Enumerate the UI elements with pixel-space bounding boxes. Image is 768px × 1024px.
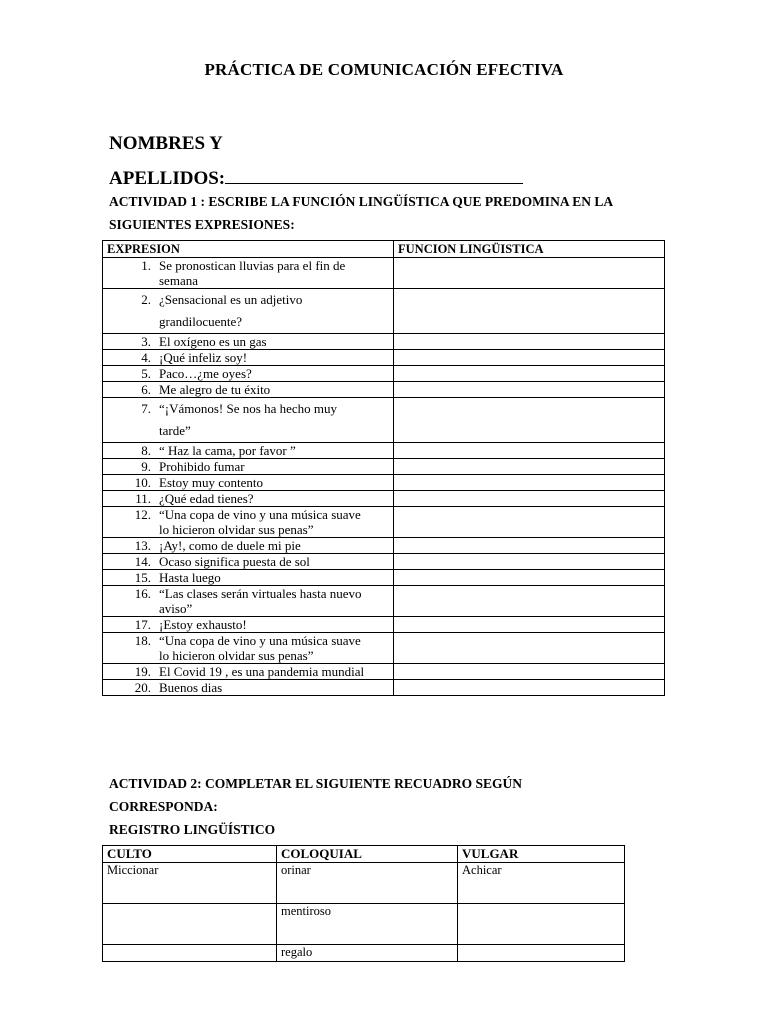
answer-cell[interactable] (394, 633, 665, 664)
table-row (103, 633, 665, 664)
expression-text (159, 491, 389, 506)
document-title: PRÁCTICA DE COMUNICACIÓN EFECTIVA (204, 60, 564, 79)
expression-line: Paco…¿me oyes? (159, 366, 252, 381)
expression-text (159, 398, 389, 442)
answer-cell[interactable] (394, 680, 665, 696)
expression-text (159, 538, 389, 553)
activity2-table (102, 845, 625, 962)
table-row (103, 680, 665, 696)
activity1-line1: ACTIVIDAD 1 : ESCRIBE LA FUNCIÓN LINGÜÍSTICA QUE PREDOMINA EN LA (109, 194, 614, 209)
answer-cell[interactable] (394, 334, 665, 350)
item-number: 19. (134, 664, 151, 679)
item-number: 8. (141, 443, 151, 458)
activity1-line2: SIGUIENTES EXPRESIONES: (109, 217, 295, 232)
answer-cell[interactable] (394, 664, 665, 680)
expression-text (159, 366, 389, 381)
activity1-table (102, 240, 665, 696)
expression-line: ¡Estoy exhausto! (159, 617, 247, 632)
answer-cell[interactable] (394, 382, 665, 398)
expression-cell (103, 633, 394, 664)
table-row (103, 366, 665, 382)
table-row (103, 617, 665, 633)
coloquial-cell: orinar (277, 863, 458, 904)
expression-text (159, 586, 389, 616)
item-number: 1. (141, 258, 151, 273)
header-funcion: FUNCION LINGÜISTICA (394, 241, 665, 258)
answer-cell[interactable] (394, 398, 665, 443)
table-row (103, 443, 665, 459)
item-number: 20. (134, 680, 151, 695)
table-row (103, 350, 665, 366)
expression-cell (103, 617, 394, 633)
activity2-line1: ACTIVIDAD 2: COMPLETAR EL SIGUIENTE RECUADRO SEGÚN (109, 776, 523, 791)
expression-line: Se pronostican lluvias para el fin de (159, 258, 346, 273)
coloquial-cell: mentiroso (277, 904, 458, 945)
expression-line: El oxígeno es un gas (159, 334, 267, 349)
header-vulgar: VULGAR (458, 846, 625, 863)
answer-cell[interactable] (394, 570, 665, 586)
expression-line-continued: lo hicieron olvidar sus penas” (159, 648, 314, 663)
expression-text (159, 382, 389, 397)
activity2-instructions (109, 772, 669, 841)
names-label-line1: NOMBRES Y (109, 133, 223, 154)
activity2-line2: CORRESPONDA: (109, 799, 218, 814)
item-number: 17. (134, 617, 151, 632)
item-number: 9. (141, 459, 151, 474)
answer-cell[interactable] (394, 586, 665, 617)
answer-cell[interactable] (394, 258, 665, 289)
culto-cell[interactable] (103, 945, 277, 962)
expression-cell (103, 491, 394, 507)
activity1-instructions (109, 190, 669, 236)
answer-cell[interactable] (394, 289, 665, 334)
expression-text (159, 334, 389, 349)
table-row (103, 334, 665, 350)
expression-cell (103, 334, 394, 350)
expression-line: ¿Sensacional es un adjetivo (159, 292, 303, 307)
expression-cell (103, 475, 394, 491)
vulgar-cell[interactable] (458, 945, 625, 962)
table-row (103, 491, 665, 507)
expression-cell (103, 680, 394, 696)
vulgar-cell[interactable] (458, 904, 625, 945)
expression-text (159, 617, 389, 632)
expression-line: “Una copa de vino y una música suave (159, 507, 361, 522)
answer-cell[interactable] (394, 617, 665, 633)
item-number: 11. (135, 491, 151, 506)
expression-line: “Una copa de vino y una música suave (159, 633, 361, 648)
expression-cell (103, 382, 394, 398)
names-blank-line[interactable] (225, 161, 523, 184)
expression-line: ¡Ay!, como de duele mi pie (159, 538, 301, 553)
table-row (103, 554, 665, 570)
expression-line: Estoy muy contento (159, 475, 263, 490)
expression-line: Me alegro de tu éxito (159, 382, 271, 397)
answer-cell[interactable] (394, 538, 665, 554)
table-row (103, 459, 665, 475)
item-number: 7. (141, 401, 151, 416)
expression-cell (103, 398, 394, 443)
table-row (103, 570, 665, 586)
expression-cell (103, 570, 394, 586)
expression-line: El Covid 19 , es una pandemia mundial (159, 664, 365, 679)
culto-cell[interactable] (103, 904, 277, 945)
expression-line-continued: tarde” (159, 423, 191, 438)
expression-text (159, 633, 389, 663)
item-number: 16. (134, 586, 151, 601)
item-number: 2. (141, 292, 151, 307)
answer-cell[interactable] (394, 350, 665, 366)
header-culto: CULTO (103, 846, 277, 863)
expression-text (159, 554, 389, 569)
expression-cell (103, 664, 394, 680)
answer-cell[interactable] (394, 475, 665, 491)
activity2-line3: REGISTRO LINGÜÍSTICO (109, 822, 276, 837)
item-number: 3. (141, 334, 151, 349)
expression-line: Hasta luego (159, 570, 221, 585)
expression-cell (103, 586, 394, 617)
expression-line: “¡Vámonos! Se nos ha hecho muy (159, 401, 337, 416)
item-number: 15. (134, 570, 151, 585)
table-row (103, 586, 665, 617)
expression-cell (103, 258, 394, 289)
item-number: 5. (141, 366, 151, 381)
expression-line: ¡Qué infeliz soy! (159, 350, 248, 365)
table-row (103, 904, 625, 945)
vulgar-cell: Achicar (458, 863, 625, 904)
table-row (103, 664, 665, 680)
item-number: 14. (134, 554, 151, 569)
expression-cell (103, 507, 394, 538)
expression-line: Prohibido fumar (159, 459, 245, 474)
table-row (103, 475, 665, 491)
expression-text (159, 507, 389, 537)
expression-text (159, 350, 389, 365)
answer-cell[interactable] (394, 443, 665, 459)
table-row (103, 863, 625, 904)
item-number: 12. (134, 507, 151, 522)
expression-cell (103, 459, 394, 475)
header-coloquial: COLOQUIAL (277, 846, 458, 863)
expression-text (159, 258, 389, 288)
expression-line-continued: aviso” (159, 601, 193, 616)
expression-cell (103, 554, 394, 570)
expression-cell (103, 443, 394, 459)
expression-line: Ocaso significa puesta de sol (159, 554, 310, 569)
coloquial-cell: regalo (277, 945, 458, 962)
table-row (103, 538, 665, 554)
answer-cell[interactable] (394, 507, 665, 538)
names-field (109, 127, 523, 196)
expression-text (159, 289, 389, 333)
item-number: 13. (134, 538, 151, 553)
answer-cell[interactable] (394, 366, 665, 382)
expression-cell (103, 289, 394, 334)
expression-text (159, 664, 389, 679)
expression-line: ¿Qué edad tienes? (159, 491, 254, 506)
expression-text (159, 680, 389, 695)
table-row (103, 398, 665, 443)
expression-text (159, 459, 389, 474)
expression-cell (103, 350, 394, 366)
expression-line-continued: grandilocuente? (159, 314, 243, 329)
item-number: 10. (134, 475, 151, 490)
expression-cell (103, 538, 394, 554)
expression-cell (103, 366, 394, 382)
table-row (103, 382, 665, 398)
expression-text (159, 475, 389, 490)
answer-cell[interactable] (394, 554, 665, 570)
expression-line: “Las clases serán virtuales hasta nuevo (159, 586, 362, 601)
answer-cell[interactable] (394, 491, 665, 507)
expression-line: “ Haz la cama, por favor ” (159, 443, 296, 458)
expression-line-continued: lo hicieron olvidar sus penas” (159, 522, 314, 537)
header-expresion: EXPRESION (103, 241, 394, 258)
expression-text (159, 570, 389, 585)
names-label-line2: APELLIDOS: (109, 168, 226, 189)
item-number: 4. (141, 350, 151, 365)
expression-line: Buenos dias (159, 680, 223, 695)
table-header-row (103, 846, 625, 863)
culto-cell: Miccionar (103, 863, 277, 904)
expression-text (159, 443, 389, 458)
table-row (103, 289, 665, 334)
table-row (103, 507, 665, 538)
table-header-row (103, 241, 665, 258)
answer-cell[interactable] (394, 459, 665, 475)
item-number: 18. (134, 633, 151, 648)
expression-line-continued: semana (159, 273, 198, 288)
table-row (103, 258, 665, 289)
item-number: 6. (141, 382, 151, 397)
table-row (103, 945, 625, 962)
